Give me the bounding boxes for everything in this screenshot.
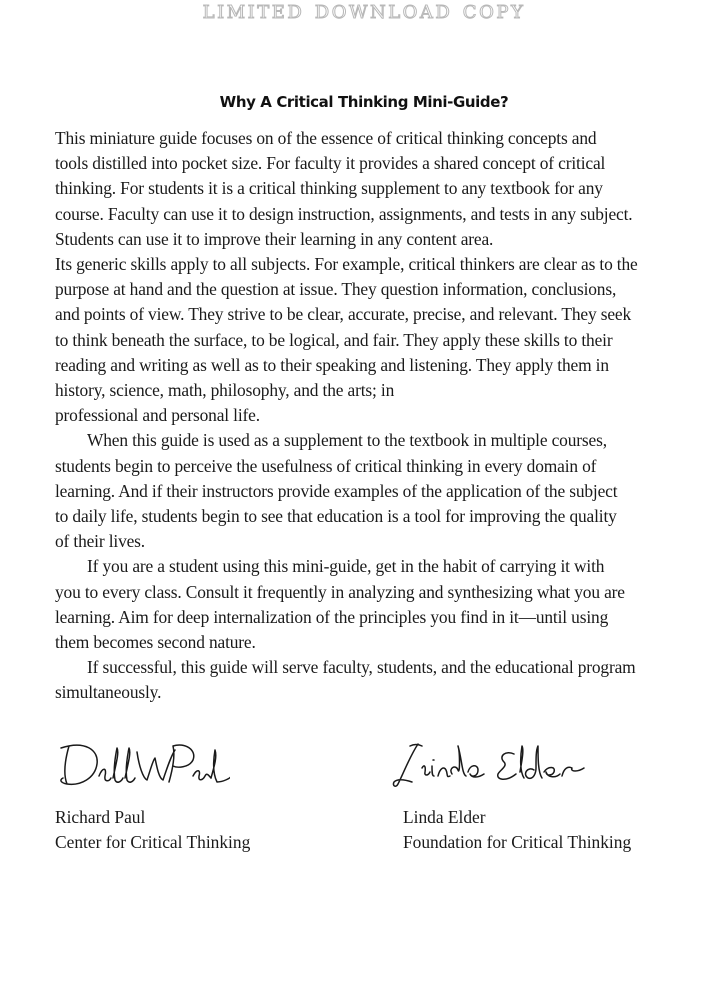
paragraph-line: and points of view. They strive to be clear, accurate, precise, and relevant. They seek — [55, 304, 632, 325]
paragraph-line: professional and personal life. — [55, 405, 260, 426]
signature-linda-elder — [388, 738, 598, 798]
author-name: Richard Paul — [55, 807, 146, 827]
author-block-elder — [403, 805, 631, 855]
paragraph-line: This miniature guide focuses on of the essence of critical thinking concepts and — [55, 128, 597, 148]
paragraph-line: reading and writing as well as to their speaking and listening. They apply them in — [55, 354, 609, 375]
author-affiliation: Foundation for Critical Thinking — [403, 832, 632, 853]
author-affiliation: Center for Critical Thinking — [55, 832, 251, 853]
paragraph-line: tools distilled into pocket size. For faculty it provides a shared concept of critical — [55, 153, 606, 174]
paragraph-line: of their lives. — [55, 531, 145, 552]
signature-elder-graphic — [388, 738, 598, 793]
signature-paul-graphic — [55, 738, 230, 793]
author-block-paul — [55, 805, 250, 855]
paragraph-line: If successful, this guide will serve faculty, students, and the educational program — [87, 657, 636, 678]
paragraph-line: history, science, math, philosophy, and the arts; in — [55, 380, 395, 401]
paragraph-line: When this guide is used as a supplement to the textbook in multiple courses, — [87, 430, 607, 451]
paragraph-line: learning. And if their instructors provide examples of the application of the subject — [55, 480, 618, 501]
paragraph-line: purpose at hand and the question at issue. They question information, conclusions, — [55, 279, 617, 300]
paragraph-line: course. Faculty can use it to design instruction, assignments, and tests in any subject. — [55, 203, 633, 224]
paragraph-line: learning. Aim for deep internalization of the principles you find in it—until using — [55, 606, 609, 627]
paragraph-line: you to every class. Consult it frequently in analyzing and synthesizing what you are — [55, 581, 625, 602]
page-title: Why A Critical Thinking Mini-Guide? — [219, 93, 509, 111]
paragraph-line: to daily life, students begin to see that education is a tool for improving the quality — [55, 506, 617, 527]
paragraph-line: students begin to perceive the usefulness of critical thinking in every domain of — [55, 455, 597, 476]
watermark: limited download copy — [202, 0, 526, 24]
signature-richard-paul — [55, 738, 230, 798]
author-name: Linda Elder — [403, 807, 486, 827]
paragraph-line: to think beneath the surface, to be logical, and fair. They apply these skills to their — [55, 329, 613, 350]
paragraph-line: Its generic skills apply to all subjects. For example, critical thinkers are clear as to the — [55, 254, 638, 275]
paragraph-line: them becomes second nature. — [55, 632, 256, 653]
paragraph-line: Students can use it to improve their learning in any content area. — [55, 228, 494, 249]
paragraph-line: If you are a student using this mini-guide, get in the habit of carrying it with — [87, 556, 605, 577]
paragraph-line: thinking. For students it is a critical thinking supplement to any textbook for any — [55, 178, 603, 199]
body-text — [55, 126, 675, 706]
paragraph-line: simultaneously. — [55, 682, 162, 703]
